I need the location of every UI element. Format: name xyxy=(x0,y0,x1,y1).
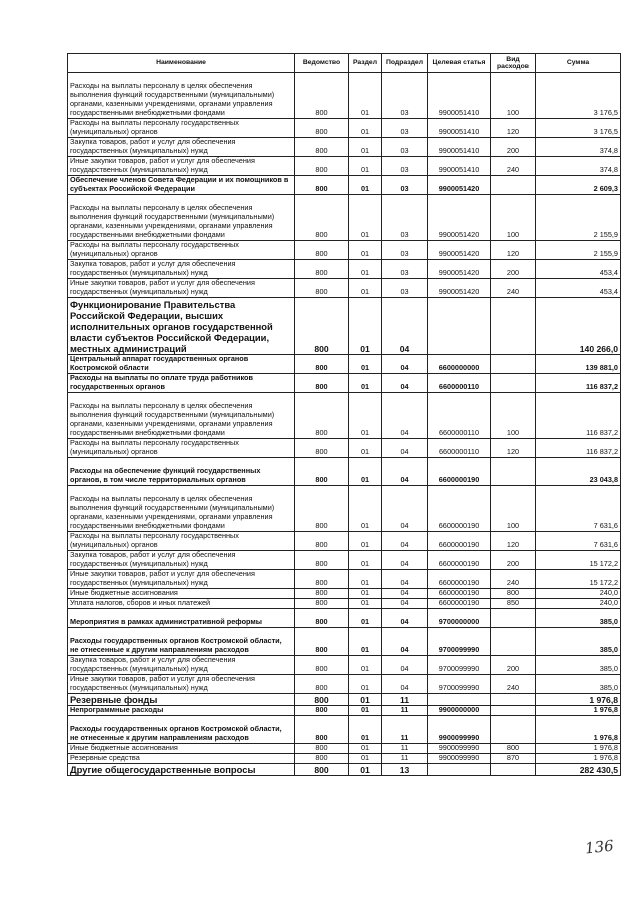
cell-kind: 200 xyxy=(491,260,536,279)
cell-subsection: 04 xyxy=(382,628,428,656)
cell-target: 9900051420 xyxy=(428,279,491,298)
cell-name: Иные закупки товаров, работ и услуг для обеспечения государственных (муниципальных) нужд xyxy=(68,570,295,589)
cell-target: 9900051420 xyxy=(428,260,491,279)
table-row xyxy=(68,532,621,551)
cell-sum: 116 837,2 xyxy=(536,393,621,439)
table-header-row xyxy=(68,54,621,73)
cell-sum: 240,0 xyxy=(536,599,621,609)
cell-section: 01 xyxy=(349,260,382,279)
cell-target: 6600000190 xyxy=(428,589,491,599)
cell-name: Мероприятия в рамках административной реформы xyxy=(68,609,295,628)
cell-subsection: 03 xyxy=(382,176,428,195)
cell-section: 01 xyxy=(349,706,382,716)
cell-dept: 800 xyxy=(295,355,349,374)
cell-sum: 116 837,2 xyxy=(536,374,621,393)
cell-sum: 7 631,6 xyxy=(536,532,621,551)
cell-target: 9900000000 xyxy=(428,706,491,716)
cell-sum: 374,8 xyxy=(536,138,621,157)
table-row xyxy=(68,599,621,609)
table-row xyxy=(68,628,621,656)
cell-kind: 240 xyxy=(491,279,536,298)
cell-target: 9900051420 xyxy=(428,241,491,260)
cell-sum: 385,0 xyxy=(536,628,621,656)
cell-kind: 100 xyxy=(491,73,536,119)
cell-dept: 800 xyxy=(295,73,349,119)
cell-section: 01 xyxy=(349,279,382,298)
cell-target: 6600000190 xyxy=(428,570,491,589)
table-row xyxy=(68,458,621,486)
cell-sum: 15 172,2 xyxy=(536,551,621,570)
cell-target: 6600000190 xyxy=(428,551,491,570)
table-row xyxy=(68,570,621,589)
cell-name: Другие общегосударственные вопросы xyxy=(68,764,295,776)
table-row xyxy=(68,374,621,393)
cell-name: Расходы на выплаты персоналу в целях обеспечения выполнения функций государственными (муниципальными) органами, казенными учреждениями, органами управления государственными внебюджетными фондами xyxy=(68,195,295,241)
table-row xyxy=(68,439,621,458)
table-row xyxy=(68,119,621,138)
table-row xyxy=(68,706,621,716)
cell-dept: 800 xyxy=(295,176,349,195)
cell-name: Расходы на выплаты персоналу в целях обеспечения выполнения функций государственными (муниципальными) органами, казенными учреждениями, органами управления государственными внебюджетными фондами xyxy=(68,73,295,119)
cell-section: 01 xyxy=(349,241,382,260)
table-row xyxy=(68,241,621,260)
cell-section: 01 xyxy=(349,458,382,486)
cell-dept: 800 xyxy=(295,570,349,589)
cell-name: Закупка товаров, работ и услуг для обеспечения государственных (муниципальных) нужд xyxy=(68,551,295,570)
cell-dept: 800 xyxy=(295,716,349,744)
cell-name: Резервные средства xyxy=(68,754,295,764)
cell-kind xyxy=(491,628,536,656)
header-subsection: Подраздел xyxy=(382,54,428,73)
cell-subsection: 11 xyxy=(382,706,428,716)
table-row xyxy=(68,138,621,157)
cell-kind xyxy=(491,694,536,706)
table-row xyxy=(68,764,621,776)
cell-kind xyxy=(491,716,536,744)
cell-name: Расходы на выплаты персоналу государственных (муниципальных) органов xyxy=(68,241,295,260)
cell-section: 01 xyxy=(349,570,382,589)
cell-dept: 800 xyxy=(295,439,349,458)
header-kind: Вид расходов xyxy=(491,54,536,73)
cell-subsection: 04 xyxy=(382,374,428,393)
cell-section: 01 xyxy=(349,694,382,706)
cell-kind: 100 xyxy=(491,195,536,241)
cell-name: Расходы на выплаты персоналу государственных (муниципальных) органов xyxy=(68,532,295,551)
cell-sum: 7 631,6 xyxy=(536,486,621,532)
table-row xyxy=(68,176,621,195)
cell-section: 01 xyxy=(349,119,382,138)
cell-sum: 23 043,8 xyxy=(536,458,621,486)
cell-sum: 453,4 xyxy=(536,260,621,279)
cell-dept: 800 xyxy=(295,706,349,716)
cell-sum: 139 881,0 xyxy=(536,355,621,374)
cell-dept: 800 xyxy=(295,119,349,138)
cell-sum: 2 155,9 xyxy=(536,195,621,241)
cell-section: 01 xyxy=(349,374,382,393)
cell-target: 9900051410 xyxy=(428,119,491,138)
cell-kind: 100 xyxy=(491,393,536,439)
cell-kind xyxy=(491,706,536,716)
cell-subsection: 03 xyxy=(382,138,428,157)
cell-sum: 1 976,8 xyxy=(536,706,621,716)
cell-kind xyxy=(491,374,536,393)
cell-dept: 800 xyxy=(295,589,349,599)
table-row xyxy=(68,195,621,241)
cell-subsection: 04 xyxy=(382,298,428,355)
cell-name: Иные закупки товаров, работ и услуг для обеспечения государственных (муниципальных) нужд xyxy=(68,675,295,694)
cell-subsection: 04 xyxy=(382,439,428,458)
cell-name: Уплата налогов, сборов и иных платежей xyxy=(68,599,295,609)
cell-dept: 800 xyxy=(295,599,349,609)
cell-name: Закупка товаров, работ и услуг для обеспечения государственных (муниципальных) нужд xyxy=(68,656,295,675)
cell-dept: 800 xyxy=(295,241,349,260)
cell-subsection: 04 xyxy=(382,458,428,486)
cell-dept: 800 xyxy=(295,260,349,279)
cell-sum: 385,0 xyxy=(536,656,621,675)
cell-subsection: 03 xyxy=(382,195,428,241)
table-row xyxy=(68,157,621,176)
cell-dept: 800 xyxy=(295,532,349,551)
cell-sum: 240,0 xyxy=(536,589,621,599)
cell-target: 6600000110 xyxy=(428,393,491,439)
table-row xyxy=(68,675,621,694)
cell-dept: 800 xyxy=(295,298,349,355)
cell-section: 01 xyxy=(349,716,382,744)
cell-section: 01 xyxy=(349,393,382,439)
cell-section: 01 xyxy=(349,157,382,176)
cell-subsection: 04 xyxy=(382,355,428,374)
cell-name: Расходы на выплаты персоналу в целях обеспечения выполнения функций государственными (муниципальными) органами, казенными учреждениями, органами управления государственными внебюджетными фондами xyxy=(68,486,295,532)
cell-name: Иные закупки товаров, работ и услуг для обеспечения государственных (муниципальных) нужд xyxy=(68,279,295,298)
cell-section: 01 xyxy=(349,355,382,374)
cell-name: Расходы на обеспечение функций государственных органов, в том числе территориальных органов xyxy=(68,458,295,486)
cell-target: 9900051410 xyxy=(428,73,491,119)
cell-dept: 800 xyxy=(295,374,349,393)
cell-subsection: 11 xyxy=(382,694,428,706)
cell-subsection: 04 xyxy=(382,609,428,628)
cell-subsection: 03 xyxy=(382,119,428,138)
table-row xyxy=(68,609,621,628)
cell-target: 9900099990 xyxy=(428,754,491,764)
header-target: Целевая статья xyxy=(428,54,491,73)
cell-target: 9700099990 xyxy=(428,628,491,656)
table-row xyxy=(68,73,621,119)
cell-target xyxy=(428,764,491,776)
cell-sum: 15 172,2 xyxy=(536,570,621,589)
cell-name: Расходы государственных органов Костромской области, не отнесенные к другим направлениям расходов xyxy=(68,628,295,656)
cell-name: Расходы на выплаты персоналу в целях обеспечения выполнения функций государственными (муниципальными) органами, казенными учреждениями, органами управления государственными внебюджетными фондами xyxy=(68,393,295,439)
table-row xyxy=(68,694,621,706)
cell-target: 9900051410 xyxy=(428,157,491,176)
cell-target: 6600000000 xyxy=(428,355,491,374)
cell-subsection: 03 xyxy=(382,279,428,298)
cell-name: Центральный аппарат государственных органов Костромской области xyxy=(68,355,295,374)
cell-section: 01 xyxy=(349,138,382,157)
header-section: Раздел xyxy=(349,54,382,73)
cell-subsection: 11 xyxy=(382,716,428,744)
cell-subsection: 03 xyxy=(382,73,428,119)
cell-target: 6600000190 xyxy=(428,599,491,609)
cell-name: Иные бюджетные ассигнования xyxy=(68,744,295,754)
page-number: 136 xyxy=(584,836,615,858)
cell-section: 01 xyxy=(349,551,382,570)
cell-subsection: 03 xyxy=(382,260,428,279)
cell-section: 01 xyxy=(349,298,382,355)
cell-kind: 800 xyxy=(491,744,536,754)
cell-section: 01 xyxy=(349,195,382,241)
cell-subsection: 04 xyxy=(382,393,428,439)
cell-subsection: 04 xyxy=(382,532,428,551)
cell-dept: 800 xyxy=(295,551,349,570)
cell-kind xyxy=(491,764,536,776)
cell-target: 9900051410 xyxy=(428,138,491,157)
table-row xyxy=(68,589,621,599)
cell-dept: 800 xyxy=(295,138,349,157)
cell-section: 01 xyxy=(349,532,382,551)
cell-dept: 800 xyxy=(295,744,349,754)
cell-kind xyxy=(491,355,536,374)
cell-sum: 1 976,8 xyxy=(536,694,621,706)
cell-section: 01 xyxy=(349,656,382,675)
cell-kind: 120 xyxy=(491,439,536,458)
cell-name: Расходы на выплаты по оплате труда работников государственных органов xyxy=(68,374,295,393)
table-row xyxy=(68,754,621,764)
table-row xyxy=(68,744,621,754)
cell-dept: 800 xyxy=(295,279,349,298)
cell-name: Непрограммные расходы xyxy=(68,706,295,716)
table-row xyxy=(68,260,621,279)
cell-subsection: 03 xyxy=(382,241,428,260)
cell-kind: 120 xyxy=(491,532,536,551)
cell-kind: 240 xyxy=(491,157,536,176)
cell-name: Расходы государственных органов Костромской области, не отнесенные к другим направлениям расходов xyxy=(68,716,295,744)
table-row xyxy=(68,656,621,675)
cell-dept: 800 xyxy=(295,628,349,656)
cell-target: 6600000110 xyxy=(428,374,491,393)
cell-sum: 385,0 xyxy=(536,675,621,694)
cell-subsection: 11 xyxy=(382,744,428,754)
cell-target: 9700099990 xyxy=(428,656,491,675)
cell-target: 9900051420 xyxy=(428,176,491,195)
cell-name: Расходы на выплаты персоналу государственных (муниципальных) органов xyxy=(68,119,295,138)
cell-dept: 800 xyxy=(295,609,349,628)
budget-table-sheet xyxy=(67,53,620,776)
cell-kind: 800 xyxy=(491,589,536,599)
cell-sum: 2 155,9 xyxy=(536,241,621,260)
cell-dept: 800 xyxy=(295,764,349,776)
cell-section: 01 xyxy=(349,589,382,599)
cell-subsection: 13 xyxy=(382,764,428,776)
cell-kind: 120 xyxy=(491,241,536,260)
cell-target: 9700099990 xyxy=(428,675,491,694)
cell-section: 01 xyxy=(349,628,382,656)
cell-section: 01 xyxy=(349,764,382,776)
cell-kind: 200 xyxy=(491,138,536,157)
table-row xyxy=(68,716,621,744)
cell-kind xyxy=(491,298,536,355)
cell-subsection: 04 xyxy=(382,599,428,609)
cell-name: Резервные фонды xyxy=(68,694,295,706)
cell-dept: 800 xyxy=(295,754,349,764)
cell-name: Расходы на выплаты персоналу государственных (муниципальных) органов xyxy=(68,439,295,458)
cell-target: 6600000110 xyxy=(428,439,491,458)
cell-name: Иные бюджетные ассигнования xyxy=(68,589,295,599)
table-row xyxy=(68,298,621,355)
cell-kind xyxy=(491,176,536,195)
cell-sum: 3 176,5 xyxy=(536,73,621,119)
cell-section: 01 xyxy=(349,439,382,458)
cell-kind: 200 xyxy=(491,656,536,675)
cell-subsection: 11 xyxy=(382,754,428,764)
cell-kind: 120 xyxy=(491,119,536,138)
cell-section: 01 xyxy=(349,609,382,628)
cell-section: 01 xyxy=(349,73,382,119)
cell-sum: 1 976,8 xyxy=(536,716,621,744)
cell-sum: 1 976,8 xyxy=(536,754,621,764)
cell-target: 9900099990 xyxy=(428,716,491,744)
cell-kind: 240 xyxy=(491,675,536,694)
table-row xyxy=(68,486,621,532)
cell-dept: 800 xyxy=(295,486,349,532)
cell-target: 6600000190 xyxy=(428,486,491,532)
cell-subsection: 04 xyxy=(382,570,428,589)
cell-target: 6600000190 xyxy=(428,532,491,551)
budget-table xyxy=(67,53,621,776)
table-row xyxy=(68,279,621,298)
header-dept: Ведомство xyxy=(295,54,349,73)
cell-dept: 800 xyxy=(295,195,349,241)
cell-subsection: 04 xyxy=(382,656,428,675)
cell-kind: 100 xyxy=(491,486,536,532)
cell-dept: 800 xyxy=(295,393,349,439)
cell-name: Иные закупки товаров, работ и услуг для обеспечения государственных (муниципальных) нужд xyxy=(68,157,295,176)
cell-sum: 116 837,2 xyxy=(536,439,621,458)
header-name: Наименование xyxy=(68,54,295,73)
cell-dept: 800 xyxy=(295,694,349,706)
cell-kind: 850 xyxy=(491,599,536,609)
table-row xyxy=(68,551,621,570)
cell-sum: 140 266,0 xyxy=(536,298,621,355)
cell-subsection: 03 xyxy=(382,157,428,176)
cell-section: 01 xyxy=(349,486,382,532)
cell-target: 6600000190 xyxy=(428,458,491,486)
cell-section: 01 xyxy=(349,675,382,694)
cell-section: 01 xyxy=(349,754,382,764)
cell-sum: 282 430,5 xyxy=(536,764,621,776)
cell-target: 9900099990 xyxy=(428,744,491,754)
cell-section: 01 xyxy=(349,176,382,195)
cell-subsection: 04 xyxy=(382,675,428,694)
cell-target: 9700000000 xyxy=(428,609,491,628)
cell-name: Закупка товаров, работ и услуг для обеспечения государственных (муниципальных) нужд xyxy=(68,260,295,279)
cell-name: Обеспечение членов Совета Федерации и их помощников в субъектах Российской Федерации xyxy=(68,176,295,195)
cell-subsection: 04 xyxy=(382,589,428,599)
table-row xyxy=(68,355,621,374)
cell-kind: 870 xyxy=(491,754,536,764)
cell-target xyxy=(428,298,491,355)
cell-kind: 200 xyxy=(491,551,536,570)
cell-kind xyxy=(491,458,536,486)
table-row xyxy=(68,393,621,439)
cell-sum: 374,8 xyxy=(536,157,621,176)
cell-target: 9900051420 xyxy=(428,195,491,241)
cell-target xyxy=(428,694,491,706)
cell-kind xyxy=(491,609,536,628)
cell-dept: 800 xyxy=(295,656,349,675)
cell-dept: 800 xyxy=(295,157,349,176)
cell-kind: 240 xyxy=(491,570,536,589)
cell-sum: 2 609,3 xyxy=(536,176,621,195)
cell-sum: 385,0 xyxy=(536,609,621,628)
cell-dept: 800 xyxy=(295,675,349,694)
cell-sum: 453,4 xyxy=(536,279,621,298)
cell-subsection: 04 xyxy=(382,486,428,532)
cell-dept: 800 xyxy=(295,458,349,486)
cell-sum: 1 976,8 xyxy=(536,744,621,754)
cell-section: 01 xyxy=(349,744,382,754)
cell-name: Закупка товаров, работ и услуг для обеспечения государственных (муниципальных) нужд xyxy=(68,138,295,157)
cell-section: 01 xyxy=(349,599,382,609)
cell-sum: 3 176,5 xyxy=(536,119,621,138)
cell-name: Функционирование Правительства Российской Федерации, высших исполнительных органов государственной власти субъектов Российской Федерации, местных администраций xyxy=(68,298,295,355)
cell-subsection: 04 xyxy=(382,551,428,570)
header-sum: Сумма xyxy=(536,54,621,73)
